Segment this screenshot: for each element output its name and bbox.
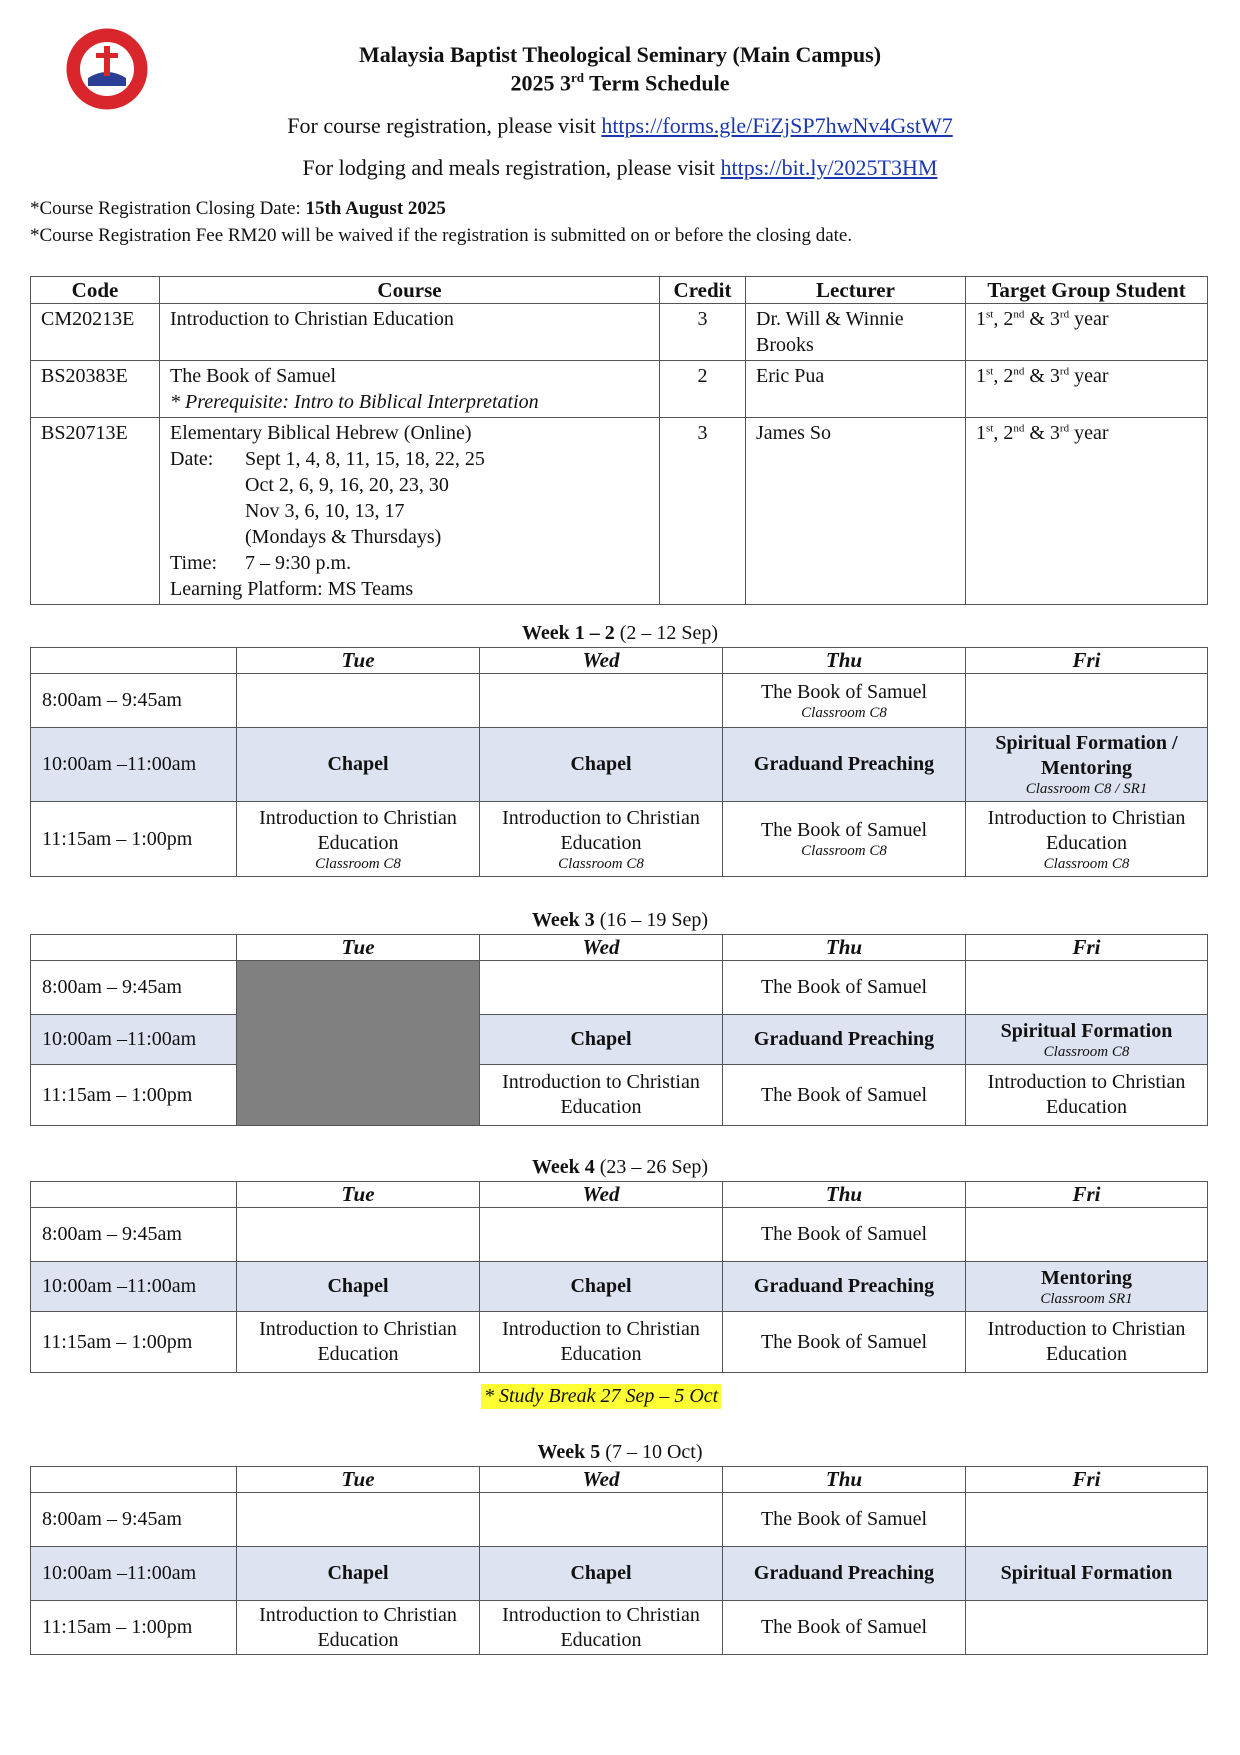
time-slot: 10:00am –11:00am (31, 1547, 237, 1601)
schedule-cell: The Book of Samuel (723, 1493, 966, 1547)
schedule-cell: Introduction to Christian Education (480, 1601, 723, 1655)
day-header: Wed (480, 1467, 723, 1493)
day-header: Thu (723, 935, 966, 961)
time-slot: 8:00am – 9:45am (31, 1493, 237, 1547)
time-row (31, 1015, 1208, 1065)
time-row (31, 802, 1208, 877)
schedule-cell (966, 961, 1208, 1015)
course-lecturer: Eric Pua (746, 361, 966, 418)
day-header: Wed (480, 648, 723, 674)
course-name: The Book of Samuel * Prerequisite: Intro to Biblical Interpretation (160, 361, 660, 418)
classroom-label: Classroom C8 (1043, 855, 1130, 872)
time-slot: 11:15am – 1:00pm (31, 802, 237, 877)
day-header: Fri (966, 648, 1208, 674)
column-header: Target Group Student (966, 277, 1208, 304)
schedule-cell: Introduction to Christian Education (480, 1065, 723, 1126)
day-header: Wed (480, 1182, 723, 1208)
schedule-cell: Introduction to Christian Education (966, 1312, 1208, 1373)
classroom-label: Classroom C8 (1043, 1043, 1130, 1060)
classroom-label: Classroom C8 (558, 855, 644, 872)
time-row (31, 1208, 1208, 1262)
day-header: Fri (966, 1467, 1208, 1493)
schedule-cell: The Book of Samuel (723, 961, 966, 1015)
schedule-cell: Introduction to Christian Education (237, 1601, 480, 1655)
term-subtitle: 2025 3rd Term Schedule (510, 70, 730, 96)
course-registration-line: For course registration, please visit https://forms.gle/FiZjSP7hwNv4GstW7 (287, 113, 953, 138)
time-slot: 8:00am – 9:45am (31, 961, 237, 1015)
schedule-cell: The Book of Samuel (723, 1208, 966, 1262)
week-title: Week 1 – 2 (2 – 12 Sep) (521, 622, 719, 644)
time-row (31, 1065, 1208, 1126)
course-lecturer: James So (746, 418, 966, 605)
target-group: 1st, 2nd & 3rd year (966, 361, 1208, 418)
schedule-cell (480, 1208, 723, 1262)
schedule-cell: Introduction to Christian Education Classroom C8 (237, 802, 480, 877)
schedule-cell: Chapel (237, 728, 480, 802)
schedule-cell (237, 674, 480, 728)
day-header: Fri (966, 935, 1208, 961)
schedule-cell: Chapel (480, 1547, 723, 1601)
schedule-cell (237, 1493, 480, 1547)
schedule-cell: Introduction to Christian Education (966, 1065, 1208, 1126)
time-slot: 11:15am – 1:00pm (31, 1065, 237, 1126)
course-lecturer: Dr. Will & Winnie Brooks (746, 304, 966, 361)
schedule-cell: The Book of Samuel Classroom C8 (723, 674, 966, 728)
schedule-cell: Introduction to Christian Education Classroom C8 (966, 802, 1208, 877)
column-header: Lecturer (746, 277, 966, 304)
day-header: Thu (723, 648, 966, 674)
course-dates: Date: Sept 1, 4, 8, 11, 15, 18, 22, 25 Oct 2, 6, 9, 16, 20, 23, 30 Nov 3, 6, 10, 13, 17 (Mondays & Thursdays) Time: 7 – 9:30 p.m. (170, 448, 485, 574)
schedule-cell: Chapel (237, 1547, 480, 1601)
course-code: CM20213E (31, 304, 160, 361)
schedule-cell: Graduand Preaching (723, 728, 966, 802)
schedule-cell: Graduand Preaching (723, 1547, 966, 1601)
day-header: Fri (966, 1182, 1208, 1208)
schedule-cell: Spiritual Formation (966, 1547, 1208, 1601)
day-header: Tue (237, 1182, 480, 1208)
course-name: Introduction to Christian Education (160, 304, 660, 361)
time-row (31, 1312, 1208, 1373)
week-title: Week 4 (23 – 26 Sep) (531, 1156, 709, 1178)
day-header: Tue (237, 1467, 480, 1493)
time-slot: 10:00am –11:00am (31, 1015, 237, 1065)
corner-cell (31, 1467, 237, 1493)
target-group: 1st, 2nd & 3rd year (966, 418, 1208, 605)
schedule-cell: Chapel (480, 1262, 723, 1312)
table-row (31, 304, 1208, 361)
schedule-cell: The Book of Samuel Classroom C8 (723, 802, 966, 877)
week-1-2-table (30, 647, 1208, 877)
schedule-cell (480, 674, 723, 728)
closing-date-note: *Course Registration Closing Date: 15th August 2025 (30, 198, 446, 219)
classroom-label: Classroom C8 (801, 704, 887, 721)
column-header: Code (31, 277, 160, 304)
learning-platform: Learning Platform: MS Teams (170, 578, 414, 600)
schedule-cell (966, 1208, 1208, 1262)
course-registration-link[interactable]: https://forms.gle/FiZjSP7hwNv4GstW7 (601, 113, 953, 138)
schedule-cell (966, 1493, 1208, 1547)
schedule-cell: Chapel (480, 1015, 723, 1065)
time-row (31, 1547, 1208, 1601)
week-5-table (30, 1466, 1208, 1655)
schedule-cell: Spiritual Formation Classroom C8 (966, 1015, 1208, 1065)
course-credit: 3 (660, 304, 746, 361)
day-header: Thu (723, 1182, 966, 1208)
time-row (31, 961, 1208, 1015)
corner-cell (31, 648, 237, 674)
table-row (31, 361, 1208, 418)
time-slot: 11:15am – 1:00pm (31, 1312, 237, 1373)
week-4-table (30, 1181, 1208, 1373)
time-row (31, 1262, 1208, 1312)
time-row (31, 674, 1208, 728)
schedule-cell: Introduction to Christian Education (237, 1312, 480, 1373)
classroom-label: Classroom C8 (801, 843, 887, 859)
schedule-cell: Introduction to Christian Education Classroom C8 (480, 802, 723, 877)
course-credit: 3 (660, 418, 746, 605)
seminary-logo-icon (64, 26, 150, 112)
day-header: Tue (237, 935, 480, 961)
schedule-cell (966, 674, 1208, 728)
schedule-cell: The Book of Samuel (723, 1312, 966, 1373)
lodging-registration-link[interactable]: https://bit.ly/2025T3HM (720, 155, 938, 180)
lodging-registration-line: For lodging and meals registration, please visit https://bit.ly/2025T3HM (302, 155, 938, 180)
classroom-label: Classroom SR1 (1040, 1290, 1133, 1307)
time-slot: 10:00am –11:00am (31, 1262, 237, 1312)
week-title: Week 5 (7 – 10 Oct) (537, 1441, 703, 1463)
schedule-cell: The Book of Samuel (723, 1065, 966, 1126)
time-row (31, 728, 1208, 802)
corner-cell (31, 1182, 237, 1208)
schedule-cell: Introduction to Christian Education (480, 1312, 723, 1373)
course-table (30, 276, 1208, 605)
study-break-note: * Study Break 27 Sep – 5 Oct (481, 1384, 721, 1409)
course-credit: 2 (660, 361, 746, 418)
schedule-cell (480, 961, 723, 1015)
schedule-cell: Graduand Preaching (723, 1262, 966, 1312)
week-3-table (30, 934, 1208, 1126)
schedule-cell: The Book of Samuel (723, 1601, 966, 1655)
schedule-cell: Spiritual Formation / Mentoring Classroom C8 / SR1 (966, 728, 1208, 802)
column-header: Course (160, 277, 660, 304)
week-title: Week 3 (16 – 19 Sep) (531, 909, 709, 931)
schedule-cell: Chapel (237, 1262, 480, 1312)
time-row (31, 1493, 1208, 1547)
time-slot: 11:15am – 1:00pm (31, 1601, 237, 1655)
day-header: Tue (237, 648, 480, 674)
course-code: BS20383E (31, 361, 160, 418)
fee-note: *Course Registration Fee RM20 will be waived if the registration is submitted on or before the closing date. (30, 225, 853, 246)
prerequisite-note: * Prerequisite: Intro to Biblical Interpretation (170, 391, 539, 413)
schedule-cell (966, 1601, 1208, 1655)
time-slot: 8:00am – 9:45am (31, 674, 237, 728)
time-slot: 10:00am –11:00am (31, 728, 237, 802)
classroom-label: Classroom C8 (315, 855, 401, 872)
course-name: Elementary Biblical Hebrew (Online) Date: Sept 1, 4, 8, 11, 15, 18, 22, 25 Oct 2, 6, 9, 16, 20, 23, 30 Nov 3, 6, 10, 13, 17 (Mondays & Thursdays) Time: 7 – 9:30 p.m. Learning Platform: MS Teams (160, 418, 660, 605)
time-row (31, 1601, 1208, 1655)
course-code: BS20713E (31, 418, 160, 605)
corner-cell (31, 935, 237, 961)
classroom-label: Classroom C8 / SR1 (1025, 781, 1148, 797)
time-slot: 8:00am – 9:45am (31, 1208, 237, 1262)
unavailable-block (237, 961, 480, 1126)
schedule-cell: Mentoring Classroom SR1 (966, 1262, 1208, 1312)
target-group: 1st, 2nd & 3rd year (966, 304, 1208, 361)
day-header: Thu (723, 1467, 966, 1493)
schedule-cell (480, 1493, 723, 1547)
page-title: Malaysia Baptist Theological Seminary (Main Campus) (358, 42, 882, 67)
day-header: Wed (480, 935, 723, 961)
schedule-cell: Chapel (480, 728, 723, 802)
schedule-cell (237, 1208, 480, 1262)
schedule-cell: Graduand Preaching (723, 1015, 966, 1065)
column-header: Credit (660, 277, 746, 304)
table-row (31, 418, 1208, 605)
